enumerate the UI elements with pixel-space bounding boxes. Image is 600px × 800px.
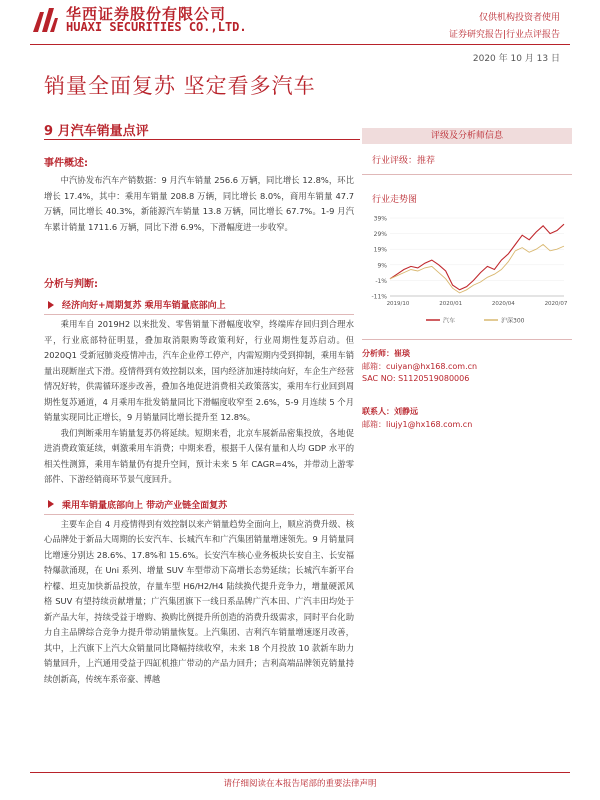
legend-label-2: 沪深300 xyxy=(501,317,525,325)
huaxi-logo-icon xyxy=(30,6,60,34)
report-title: 销量全面复苏 坚定看多汽车 xyxy=(44,74,316,98)
contact-name: 刘静远 xyxy=(394,407,418,416)
series-line-1 xyxy=(390,224,564,290)
analysis-section-1 xyxy=(44,298,354,488)
x-tick-label: 2020/04 xyxy=(491,301,515,307)
report-type: 证券研究报告|行业点评报告 xyxy=(448,30,560,40)
analyst-email[interactable]: cuiyan@hx168.com.cn xyxy=(386,361,478,371)
sac-label: SAC NO: xyxy=(362,374,399,383)
company-name-cn: 华西证券股份有限公司 xyxy=(66,5,227,23)
section-1-divider xyxy=(44,314,354,315)
contact-email-label: 邮箱： xyxy=(362,419,386,429)
analyst-name: 崔琰 xyxy=(394,349,410,358)
report-date: 2020 年 10 月 13 日 xyxy=(472,54,560,64)
section-1-heading xyxy=(44,298,354,311)
legend-label-1: 汽车 xyxy=(443,317,456,325)
contact-email[interactable]: liujy1@hx168.com.cn xyxy=(386,419,473,429)
section-1-paragraph-2: 我们判断乘用车销量复苏仍将延续。短期来看，北京车展新品密集投放，各地促进消费政策延续，刺激乘用车消费；中期来看，根据千人保有量和人均 GDP 水平的相关性测算，乘用车销量仍有提升空间，预计未来 5 年 CAGR=4%，并带动上游零部件、下游经销商环节景气度回升。 xyxy=(44,427,354,484)
audience-note: 仅供机构投资者使用 xyxy=(478,13,560,23)
analysis-section-2 xyxy=(44,498,354,688)
trend-chart-title: 行业走势图 xyxy=(372,195,418,205)
section-1-paragraph-1: 乘用车自 2019H2 以来批发、零售销量下滑幅度收窄，终端库存回归到合理水平，行业底部特征明显，叠加取消限购等政策利好，行业周期性复苏启动。但 2020Q1 受新冠肺炎疫情冲击，汽车企业停工停产，内需短期内受到抑制，乘用车销量出现断崖式下滑。疫情得到有效控制以来，国内经济加速持续向好，车企生产经营情况好转，供需循环逐步改善，叠加各地促进消费相关政策落实，乘用车行业回到周期性复苏通道，4 月乘用车批发销量同比下滑幅度收窄至 2.6%，5-9 月连续 5 个月销量实现同比正增长，9 月销量同比增长提升至 12.8%。 xyxy=(44,319,354,422)
analyst-email-label: 邮箱： xyxy=(362,361,386,371)
contact-label: 联系人： xyxy=(362,407,394,416)
x-tick-label: 2020/07 xyxy=(544,301,568,307)
y-tick-label: 9% xyxy=(377,262,387,270)
industry-rating: 行业评级：推荐 xyxy=(372,156,436,166)
header-divider xyxy=(30,44,570,45)
section-2-title: 乘用车销量底部向上 带动产业链全面复苏 xyxy=(62,500,228,511)
rating-info-bar: 评级及分析师信息 xyxy=(362,128,572,144)
legal-notice: 请仔细阅读在本报告尾部的重要法律声明 xyxy=(223,779,377,789)
industry-trend-chart xyxy=(364,210,570,330)
sac-number: S1120519080006 xyxy=(398,374,470,383)
contact-info xyxy=(362,406,472,431)
company-name-en: HUAXI SECURITIES CO.,LTD. xyxy=(66,20,247,34)
section-2-paragraph-1: 主要车企自 4 月疫情得到有效控制以来产销量趋势全面向上，顺应消费升级、核心品牌处于新品大周期的长安汽车、长城汽车和广汽集团销量增速领先。9 月销量同比增速分别达 28.6%、17.8%和 15.6%。长安汽车核心业务板块长安自主、长安福特爆款涌现，在 Uni 系列、增量 SUV 车型带动下高增长态势延续；长城汽车新平台柠檬、坦克加快新品投放，存量车型 H6/H2/H4 陆续换代提升竞争力，增量硬派风格 SUV 有望持续贡献增量；广汽集团旗下一线日系品牌广汽本田、广汽丰田均处于新产品大年，持续受益于增购、换购比例提升所创造的消费升级需求，同时平台化助力自主品牌综合竞争力提升带动销量恢复。上汽集团、吉利汽车销量增速逐月改善，其中，上汽旗下上汽大众销量同比降幅持续收窄，未来 18 个月投放 10 款新车助力销量回升，上汽通用受益于四缸机推广带动的产品力回升；吉利高端品牌领克销量持续创新高，传统车系帝豪、博越 xyxy=(44,518,354,684)
y-tick-label: 19% xyxy=(373,246,387,254)
chart-divider xyxy=(362,339,572,340)
section-2-divider xyxy=(44,514,354,515)
y-tick-label: 39% xyxy=(373,215,387,223)
y-tick-label: -1% xyxy=(375,277,387,285)
footer-divider xyxy=(30,772,570,773)
x-tick-label: 2019/10 xyxy=(386,301,410,307)
main-column xyxy=(44,150,354,687)
section-2-heading xyxy=(44,498,354,511)
x-tick-label: 2020/01 xyxy=(439,301,463,307)
analyst-label: 分析师： xyxy=(362,349,394,358)
series-line-2 xyxy=(390,245,564,293)
subtitle-divider xyxy=(44,139,360,140)
event-text: 中汽协发布汽车产销数据：9 月汽车销量 256.6 万辆，同比增长 12.8%，环比增长 17.4%，其中：乘用车销量 208.8 万辆，同比增长 8.0%，商用车销量 47.7 万辆，同比增长 40.3%，新能源汽车销量 13.8 万辆，同比增长 67.7%。1-9 月汽车累计销量 1711.6 万辆，同比下滑 6.9%，下滑幅度进一步收窄。 xyxy=(44,175,354,232)
event-heading: 事件概述: xyxy=(44,158,88,169)
report-subtitle: 9 月汽车销量点评 xyxy=(44,124,149,139)
bullet-triangle-icon xyxy=(48,301,54,309)
analysis-heading: 分析与判断: xyxy=(44,279,98,290)
analyst-info xyxy=(362,348,477,386)
section-1-title: 经济向好+周期复苏 乘用车销量底部向上 xyxy=(62,301,226,311)
y-tick-label: 29% xyxy=(373,231,387,239)
y-tick-label: -11% xyxy=(371,293,387,301)
rating-divider xyxy=(362,174,572,175)
bullet-triangle-icon xyxy=(48,500,54,508)
